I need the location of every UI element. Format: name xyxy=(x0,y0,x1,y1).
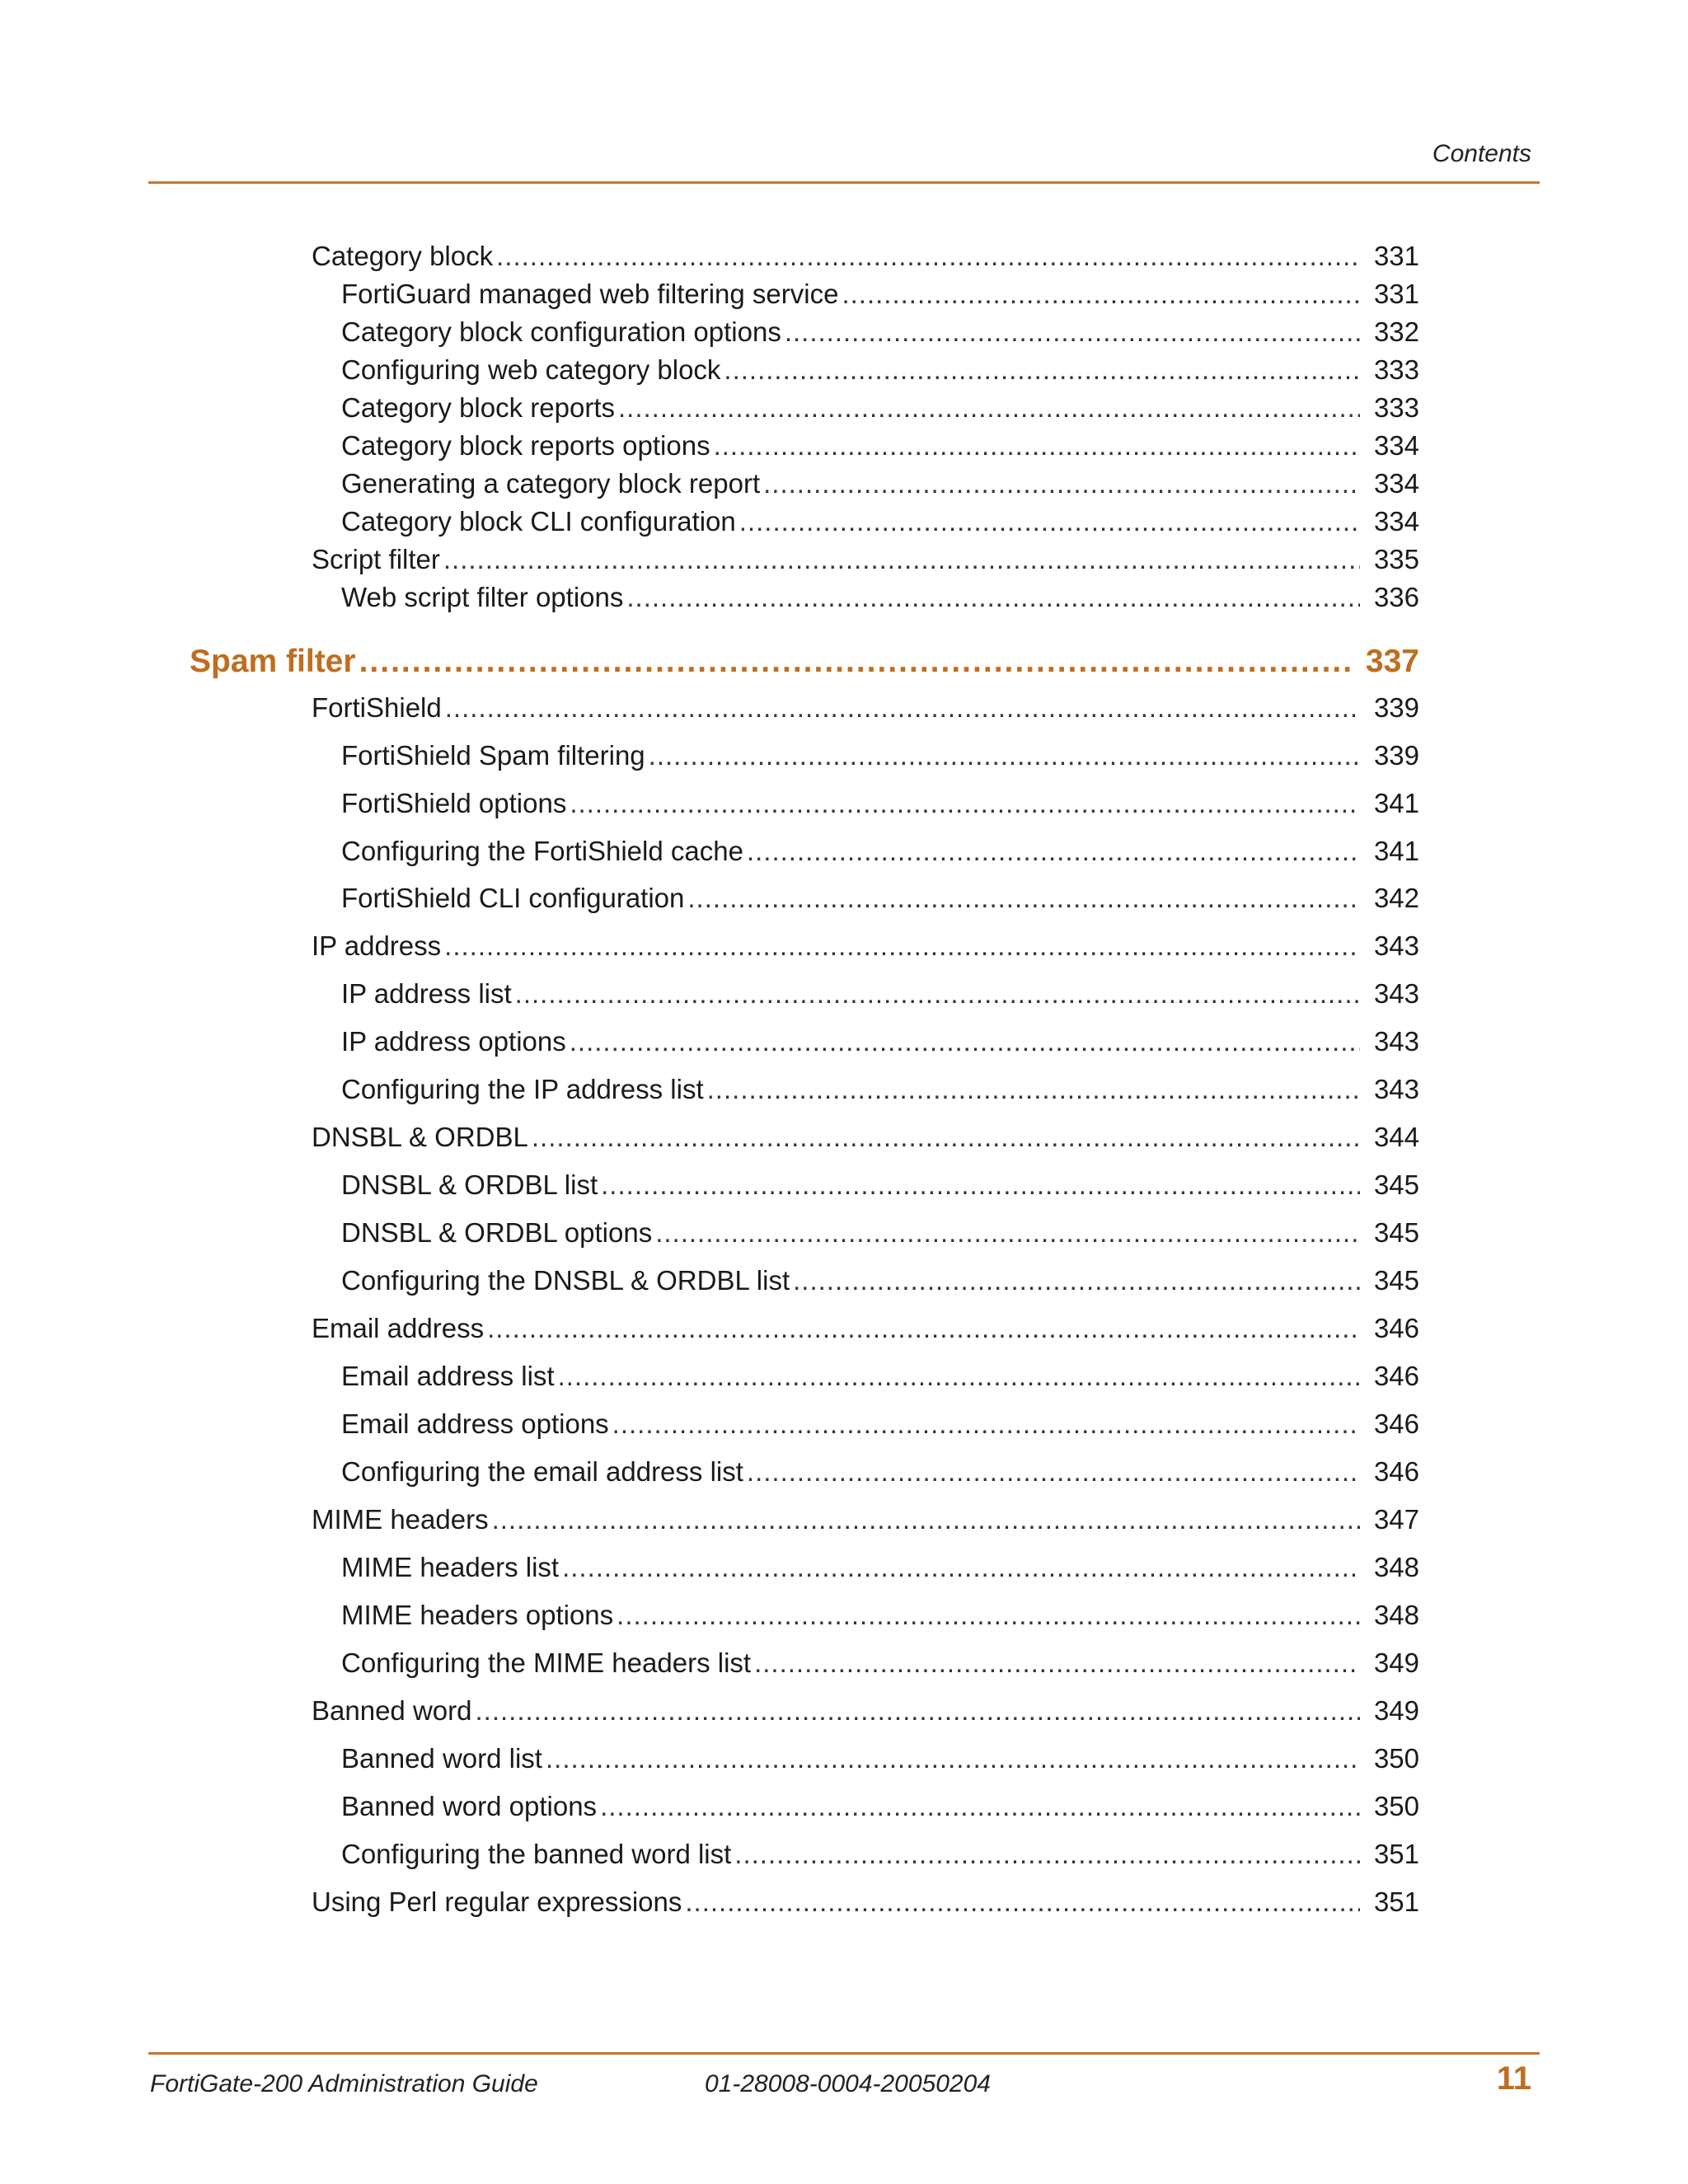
footer-document-id: 01-28008-0004-20050204 xyxy=(705,2070,991,2097)
toc-leader-dots xyxy=(617,1599,1360,1632)
toc-entry-label: Configuring the MIME headers list xyxy=(341,1647,752,1678)
toc-entry-label: Email address options xyxy=(341,1408,609,1439)
toc-entry[interactable] xyxy=(341,1025,1419,1058)
toc-entry-page: 331 xyxy=(1373,241,1419,271)
toc-entry-page: 337 xyxy=(1365,644,1419,679)
toc-entry-label: Configuring the email address list xyxy=(341,1456,743,1487)
toc-leader-dots xyxy=(785,316,1360,349)
toc-entry-page: 345 xyxy=(1373,1217,1419,1248)
toc-entry-page: 343 xyxy=(1373,1026,1419,1057)
toc-leader-dots xyxy=(475,1694,1360,1727)
toc-leader-dots xyxy=(793,1264,1360,1297)
toc-entry-page: 344 xyxy=(1373,1122,1419,1152)
toc-leader-dots xyxy=(612,1408,1360,1441)
toc-entry-label: Configuring the DNSBL & ORDBL list xyxy=(341,1265,790,1296)
toc-entry-label: MIME headers xyxy=(312,1504,489,1535)
toc-leader-dots xyxy=(558,1360,1360,1393)
toc-entry-label: Configuring web category block xyxy=(341,354,721,385)
toc-entry[interactable] xyxy=(312,1503,1419,1536)
toc-entry-page: 333 xyxy=(1373,354,1419,385)
toc-entry-page: 349 xyxy=(1373,1695,1419,1726)
toc-entry-page: 343 xyxy=(1373,1074,1419,1104)
toc-entry-label: FortiGuard managed web filtering service xyxy=(341,279,839,309)
toc-entry-label: Generating a category block report xyxy=(341,468,761,499)
toc-leader-dots xyxy=(724,354,1360,387)
toc-entry-page: 342 xyxy=(1373,883,1419,913)
toc-leader-dots xyxy=(444,930,1360,963)
toc-entry-page: 345 xyxy=(1373,1169,1419,1200)
toc-entry-label: Banned word list xyxy=(341,1743,542,1774)
toc-entry[interactable] xyxy=(341,1360,1419,1393)
toc-entry-page: 343 xyxy=(1373,978,1419,1009)
toc-entry-label: Script filter xyxy=(312,544,440,574)
running-header: Contents xyxy=(1432,140,1531,167)
toc-entry-label: Email address xyxy=(312,1313,485,1343)
toc-entry[interactable] xyxy=(341,977,1419,1010)
toc-entry-page: 334 xyxy=(1373,430,1419,461)
toc-entry-page: 348 xyxy=(1373,1552,1419,1582)
toc-entry[interactable] xyxy=(341,1790,1419,1823)
page-number: 11 xyxy=(1496,2060,1531,2097)
toc-entry[interactable] xyxy=(341,1216,1419,1249)
toc-entry[interactable] xyxy=(312,1694,1419,1727)
toc-entry[interactable] xyxy=(341,787,1419,820)
toc-leader-dots xyxy=(443,543,1360,576)
toc-entry[interactable] xyxy=(341,1169,1419,1202)
toc-entry-label: Configuring the banned word list xyxy=(341,1839,732,1869)
toc-entry-page: 331 xyxy=(1373,279,1419,309)
toc-entry[interactable] xyxy=(312,1121,1419,1154)
toc-leader-dots xyxy=(655,1216,1360,1249)
toc-entry[interactable] xyxy=(341,354,1419,387)
toc-entry-page: 339 xyxy=(1373,692,1419,723)
toc-entry[interactable] xyxy=(312,543,1419,576)
toc-entry-label: Category block configuration options xyxy=(341,316,781,347)
toc-entry[interactable] xyxy=(341,429,1419,462)
toc-entry[interactable] xyxy=(341,316,1419,349)
toc-entry[interactable] xyxy=(341,739,1419,772)
toc-leader-dots xyxy=(445,691,1360,724)
toc-entry-page: 343 xyxy=(1373,930,1419,961)
toc-leader-dots xyxy=(747,1455,1360,1488)
toc-entry-page: 347 xyxy=(1373,1504,1419,1535)
toc-entry-page: 348 xyxy=(1373,1600,1419,1630)
toc-leader-dots xyxy=(763,467,1360,500)
toc-leader-dots xyxy=(496,240,1360,273)
toc-leader-dots xyxy=(649,739,1360,772)
header-rule xyxy=(148,181,1540,184)
toc-entry-label: Email address list xyxy=(341,1361,555,1391)
toc-entry-page: 346 xyxy=(1373,1408,1419,1439)
toc-entry[interactable] xyxy=(341,1264,1419,1297)
footer-rule xyxy=(148,2052,1540,2055)
toc-entry[interactable] xyxy=(341,1742,1419,1775)
toc-leader-dots xyxy=(487,1312,1360,1345)
toc-leader-dots xyxy=(515,977,1360,1010)
toc-entry[interactable] xyxy=(312,930,1419,963)
toc-entry[interactable] xyxy=(341,1551,1419,1584)
toc-entry-page: 335 xyxy=(1373,544,1419,574)
toc-entry[interactable] xyxy=(312,1312,1419,1345)
toc-leader-dots xyxy=(570,1025,1360,1058)
toc-entry[interactable] xyxy=(341,391,1419,424)
toc-entry[interactable] xyxy=(341,581,1419,614)
toc-leader-dots xyxy=(600,1790,1360,1823)
toc-leader-dots xyxy=(618,391,1360,424)
toc-entry-page: 351 xyxy=(1373,1839,1419,1869)
toc-entry[interactable] xyxy=(312,691,1419,724)
toc-entry[interactable] xyxy=(341,1073,1419,1106)
toc-entry[interactable] xyxy=(341,835,1419,868)
toc-entry[interactable] xyxy=(341,467,1419,500)
toc-leader-dots xyxy=(747,835,1360,868)
toc-entry-label: FortiShield Spam filtering xyxy=(341,740,645,771)
toc-leader-dots xyxy=(739,505,1360,538)
toc-leader-dots xyxy=(570,787,1360,820)
toc-leader-dots xyxy=(601,1169,1360,1202)
toc-leader-dots xyxy=(707,1073,1360,1106)
toc-entry-page: 334 xyxy=(1373,468,1419,499)
toc-entry-label: Using Perl regular expressions xyxy=(312,1886,682,1917)
toc-leader-dots xyxy=(714,429,1360,462)
toc-leader-dots xyxy=(562,1551,1360,1584)
toc-entry[interactable] xyxy=(312,1886,1419,1919)
toc-entry[interactable] xyxy=(341,1647,1419,1680)
toc-entry-label: Category block reports xyxy=(341,392,615,423)
toc-entry-label: IP address options xyxy=(341,1026,566,1057)
toc-entry[interactable] xyxy=(341,882,1419,915)
toc-entry[interactable] xyxy=(341,1408,1419,1441)
toc-leader-dots xyxy=(754,1647,1360,1680)
toc-entry-page: 350 xyxy=(1373,1791,1419,1821)
toc-entry-label: FortiShield options xyxy=(341,788,567,818)
toc-entry-label: IP address list xyxy=(341,978,512,1009)
toc-entry[interactable] xyxy=(341,505,1419,538)
toc-entry-label: Banned word xyxy=(312,1695,472,1726)
toc-leader-dots xyxy=(359,643,1354,681)
toc-entry-label: Configuring the FortiShield cache xyxy=(341,836,743,866)
toc-entry-label: IP address xyxy=(312,930,442,961)
toc-entry-page: 334 xyxy=(1373,506,1419,537)
toc-leader-dots xyxy=(687,882,1360,915)
toc-entry[interactable] xyxy=(341,1838,1419,1871)
toc-entry-page: 339 xyxy=(1373,740,1419,771)
toc-entry[interactable] xyxy=(312,240,1419,273)
toc-entry-label: FortiShield CLI configuration xyxy=(341,883,685,913)
toc-leader-dots xyxy=(685,1886,1360,1919)
toc-entry-label: Category block xyxy=(312,241,494,271)
toc-entry-label: Configuring the IP address list xyxy=(341,1074,704,1104)
toc-entry-label: DNSBL & ORDBL list xyxy=(341,1169,598,1200)
toc-entry-label: FortiShield xyxy=(312,692,442,723)
toc-entry-page: 346 xyxy=(1373,1313,1419,1343)
footer-guide-title: FortiGate-200 Administration Guide xyxy=(150,2070,538,2097)
toc-entry-page: 346 xyxy=(1373,1456,1419,1487)
toc-entry[interactable] xyxy=(341,278,1419,311)
toc-leader-dots xyxy=(532,1121,1360,1154)
toc-leader-dots xyxy=(492,1503,1360,1536)
toc-entry-page: 333 xyxy=(1373,392,1419,423)
toc-leader-dots xyxy=(626,581,1360,614)
toc-entry[interactable] xyxy=(341,1599,1419,1632)
toc-leader-dots xyxy=(734,1838,1360,1871)
toc-entry-label: Banned word options xyxy=(341,1791,598,1821)
toc-entry-page: 345 xyxy=(1373,1265,1419,1296)
toc-entry-label: MIME headers options xyxy=(341,1600,614,1630)
toc-entry-page: 341 xyxy=(1373,836,1419,866)
toc-entry-label: Category block reports options xyxy=(341,430,710,461)
toc-entry-page: 351 xyxy=(1373,1886,1419,1917)
toc-entry[interactable] xyxy=(341,1455,1419,1488)
toc-entry-page: 336 xyxy=(1373,582,1419,612)
toc-leader-dots xyxy=(546,1742,1360,1775)
toc-entry-page: 346 xyxy=(1373,1361,1419,1391)
toc-entry-label: Category block CLI configuration xyxy=(341,506,736,537)
toc-chapter-entry[interactable] xyxy=(190,643,1419,681)
toc-entry-page: 349 xyxy=(1373,1647,1419,1678)
toc-entry-label: DNSBL & ORDBL options xyxy=(341,1217,653,1248)
toc-entry-label: DNSBL & ORDBL xyxy=(312,1122,528,1152)
toc-leader-dots xyxy=(842,278,1360,311)
toc-entry-page: 341 xyxy=(1373,788,1419,818)
toc-entry-label: MIME headers list xyxy=(341,1552,560,1582)
toc-entry-label: Web script filter options xyxy=(341,582,624,612)
toc-entry-label: Spam filter xyxy=(190,644,356,679)
toc-entry-page: 350 xyxy=(1373,1743,1419,1774)
toc-entry-page: 332 xyxy=(1373,316,1419,347)
